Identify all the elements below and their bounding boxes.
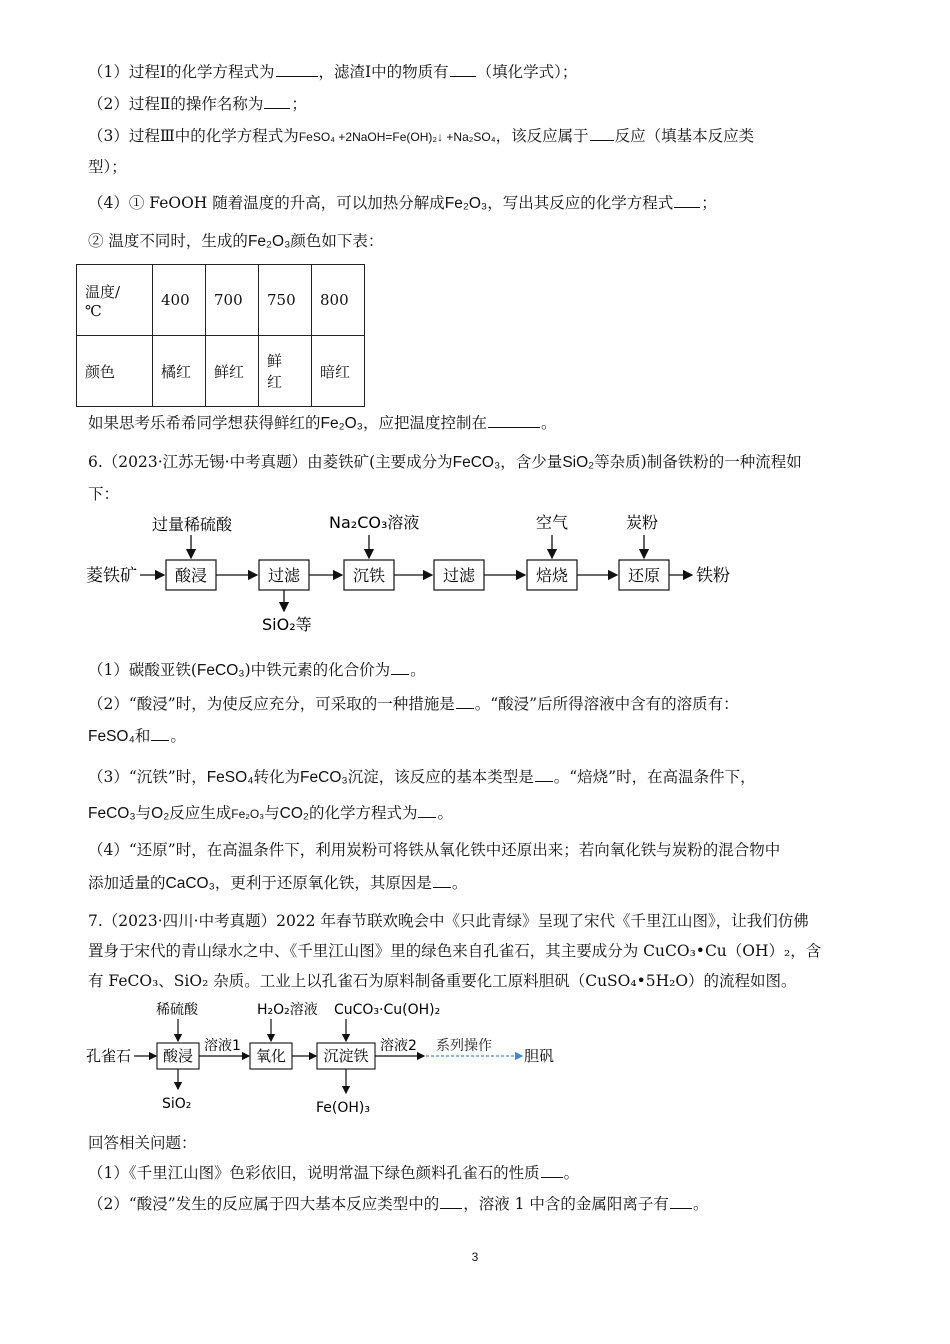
text: 6.（2023·江苏无锡·中考真题）由菱铁矿(主要成分为 [88,453,453,471]
formula: Fe₂O₃ [444,195,488,212]
answer-blank [541,1163,563,1178]
answer-blank [418,803,436,818]
flow-box-label: 酸浸 [174,566,208,585]
q5-part2 [88,94,307,114]
text: （1）过程Ⅰ的化学方程式为 [88,63,275,81]
text: 。“酸浸”后所得溶液中含有的溶质有： [474,695,739,713]
q7-prompt: 回答相关问题： [88,1134,197,1152]
equation: FeSO₄ +2NaOH=Fe(OH)₂↓ +Na₂SO₄ [298,130,496,144]
text: ，含少量 [500,453,563,471]
text: 。 [170,727,186,745]
q5-part1 [88,62,577,82]
formula: FeCO₃ [452,454,501,471]
flow-input-label: 过量稀硫酸 [152,515,233,534]
answer-blank [674,193,700,208]
formula: O₂ [151,805,170,822]
flow-input-label: 空气 [536,513,569,532]
table-cell: 颜色 [77,336,153,407]
text: 反应（填基本反应类 [614,127,755,145]
formula: FeSO₄ [88,728,135,745]
flow-dashed-label: 系列操作 [436,1038,492,1054]
text: 转化为 [253,768,301,786]
flow-link-label: 溶液1 [204,1038,241,1054]
q6-sub1 [88,660,426,681]
text: 。 [410,661,426,679]
text: （3）“沉铁”时， [88,768,207,786]
flow-output-label: SiO₂ [162,1096,192,1112]
text: （2）“酸浸”发生的反应属于四大基本反应类型中的 [88,1195,440,1213]
table-cell: 750 [259,265,312,336]
table-cell: 橘红 [153,336,206,407]
text: ，应把温度控制在 [363,414,488,432]
q5-part3-cont: 型）； [88,158,127,176]
text: 和 [134,727,151,745]
text: 。 [451,874,468,892]
q5-part6 [88,413,557,434]
formula: FeCO₃ [196,662,245,679]
flow-input-label: CuCO₃·Cu(OH)₂ [334,1002,441,1018]
flow-output-label: SiO₂等 [262,615,312,634]
flow-box-label: 还原 [627,566,661,585]
flow-input-label: 炭粉 [626,513,659,532]
text: ； [291,95,307,113]
formula: FeCO₃ [88,805,136,822]
formula: CaCO₃ [165,875,215,892]
text: 温度/ [85,282,121,301]
table-cell: 800 [312,265,365,336]
answer-blank [264,94,290,109]
answer-blank [440,1194,462,1209]
text: 。 [563,1164,580,1182]
q6-sub4: （4）“还原”时，在高温条件下，利用炭粉可将铁从氧化铁中还原出来；若向氧化铁与炭粉的混合物中 [88,841,781,859]
formula: Fe₂O₃ [320,415,363,432]
text: 如果思考乐希希同学想获得鲜红的 [88,414,321,432]
text: （填化学式）； [476,63,578,81]
text: 添加适量的 [88,874,166,892]
text: 的化学方程式为 [308,804,418,822]
text: （2）“酸浸”时，为使反应充分，可采取的一种措施是 [88,695,455,713]
q6-stem-cont: 下： [88,485,120,503]
flow-output-label: Fe(OH)₃ [316,1100,370,1116]
text: 反应生成 [169,804,232,822]
q6-sub3 [88,767,756,788]
text: （1）《千里江山图》色彩依旧，说明常温下绿色颜料孔雀石的性质 [88,1164,540,1182]
q6-sub4-cont [88,873,467,894]
answer-blank [450,62,476,77]
text: ℃ [85,301,102,320]
flow-box-label: 沉铁 [352,566,386,585]
table-cell [259,336,312,407]
text: （3）过程Ⅲ中的化学方程式为 [88,127,299,145]
table-cell: 400 [153,265,206,336]
flow-box-label: 焙烧 [535,566,569,585]
q7-stem: 有 FeCO₃、SiO₂ 杂质。工业上以孔雀石为原料制备重要化工原料胆矾（CuSO₄•5H₂O）的流程如图。 [88,972,797,990]
text: ，写出其反应的化学方程式 [487,194,674,212]
text: 与 [264,804,280,822]
text: 颜色如下表： [290,232,384,250]
flow-box-label: 过滤 [267,566,301,585]
answer-blank [456,694,474,709]
text: )中铁元素的化合价为 [244,661,391,679]
table-cell: 700 [206,265,259,336]
q5-part4 [88,193,717,214]
flow-start-label: 菱铁矿 [86,566,137,586]
text: ，更利于还原氧化铁，其原因是 [214,874,432,892]
answer-blank [433,873,451,888]
answer-blank [276,62,318,77]
text: 红 [267,373,283,391]
temperature-color-table [76,264,365,407]
text: 。“焙烧”时，在高温条件下， [553,768,756,786]
page-number: 3 [471,1250,479,1264]
table-row [77,265,365,336]
q5-part5 [88,231,383,252]
q7-stem: 7.（2023·四川·中考真题）2022 年春节联欢晚会中《只此青绿》呈现了宋代《千里江山图》，让我们仿佛 [88,912,809,930]
q6-stem [88,452,802,473]
q7-sub1 [88,1163,579,1183]
q6-sub2 [88,694,739,714]
q7-stem: 置身于宋代的青山绿水之中、《千里江山图》里的绿色来自孔雀石，其主要成分为 CuCO₃•Cu（OH）₂，含 [88,942,822,960]
flow-box-label: 氧化 [255,1047,287,1065]
text: ； [701,194,717,212]
q7-flow-diagram [84,996,644,1120]
answer-blank [488,413,540,428]
text: （2）过程Ⅱ的操作名称为 [88,95,264,113]
table-cell: 鲜红 [206,336,259,407]
answer-blank [535,767,553,782]
flow-box-label: 酸浸 [162,1047,194,1065]
flow-link-label: 溶液2 [380,1038,417,1054]
text: 。 [437,804,453,822]
formula: SiO₂ [562,454,595,471]
flow-box-label: 过滤 [442,566,476,585]
text: 鲜 [267,352,283,370]
text: 等杂质)制备铁粉的一种流程如 [594,453,802,471]
text: ，滤渣Ⅰ中的物质有 [318,63,449,81]
table-cell [77,265,153,336]
q6-flow-diagram [84,508,764,638]
formula: Fe₂O₃ [231,807,265,821]
text: ，该反应属于 [495,127,589,145]
text: 与 [135,804,152,822]
flow-start-label: 孔雀石 [86,1047,132,1065]
q7-sub2 [88,1194,708,1214]
answer-blank [391,660,409,675]
text: 。 [541,414,557,432]
answer-blank [151,726,169,741]
q6-sub2-cont [88,726,186,747]
text: ② 温度不同时，生成的 [88,232,248,250]
q5-part3 [88,126,754,147]
text: 沉淀，该反应的基本类型是 [347,768,534,786]
flow-box-label: 沉淀铁 [323,1047,369,1065]
flow-end-label: 铁粉 [696,566,730,586]
text: 。 [692,1195,709,1213]
formula: CO₂ [279,805,309,822]
formula: Fe₂O₃ [247,233,291,250]
q6-sub3-cont [88,803,453,824]
flow-input-label: H₂O₂溶液 [257,1002,318,1018]
flow-input-label: 稀硫酸 [156,1002,198,1018]
text: ，溶液 1 中含的金属阳离子有 [463,1195,669,1213]
answer-blank [590,126,614,141]
answer-blank [670,1194,692,1209]
table-row [77,336,365,407]
flow-input-label: Na₂CO₃溶液 [329,513,420,532]
text: （1）碳酸亚铁( [88,661,197,679]
table-cell: 暗红 [312,336,365,407]
text: （4）① FeOOH 随着温度的升高，可以加热分解成 [88,194,445,212]
formula: FeSO₄ [206,769,254,786]
formula: FeCO₃ [300,769,348,786]
flow-end-label: 胆矾 [524,1047,555,1065]
